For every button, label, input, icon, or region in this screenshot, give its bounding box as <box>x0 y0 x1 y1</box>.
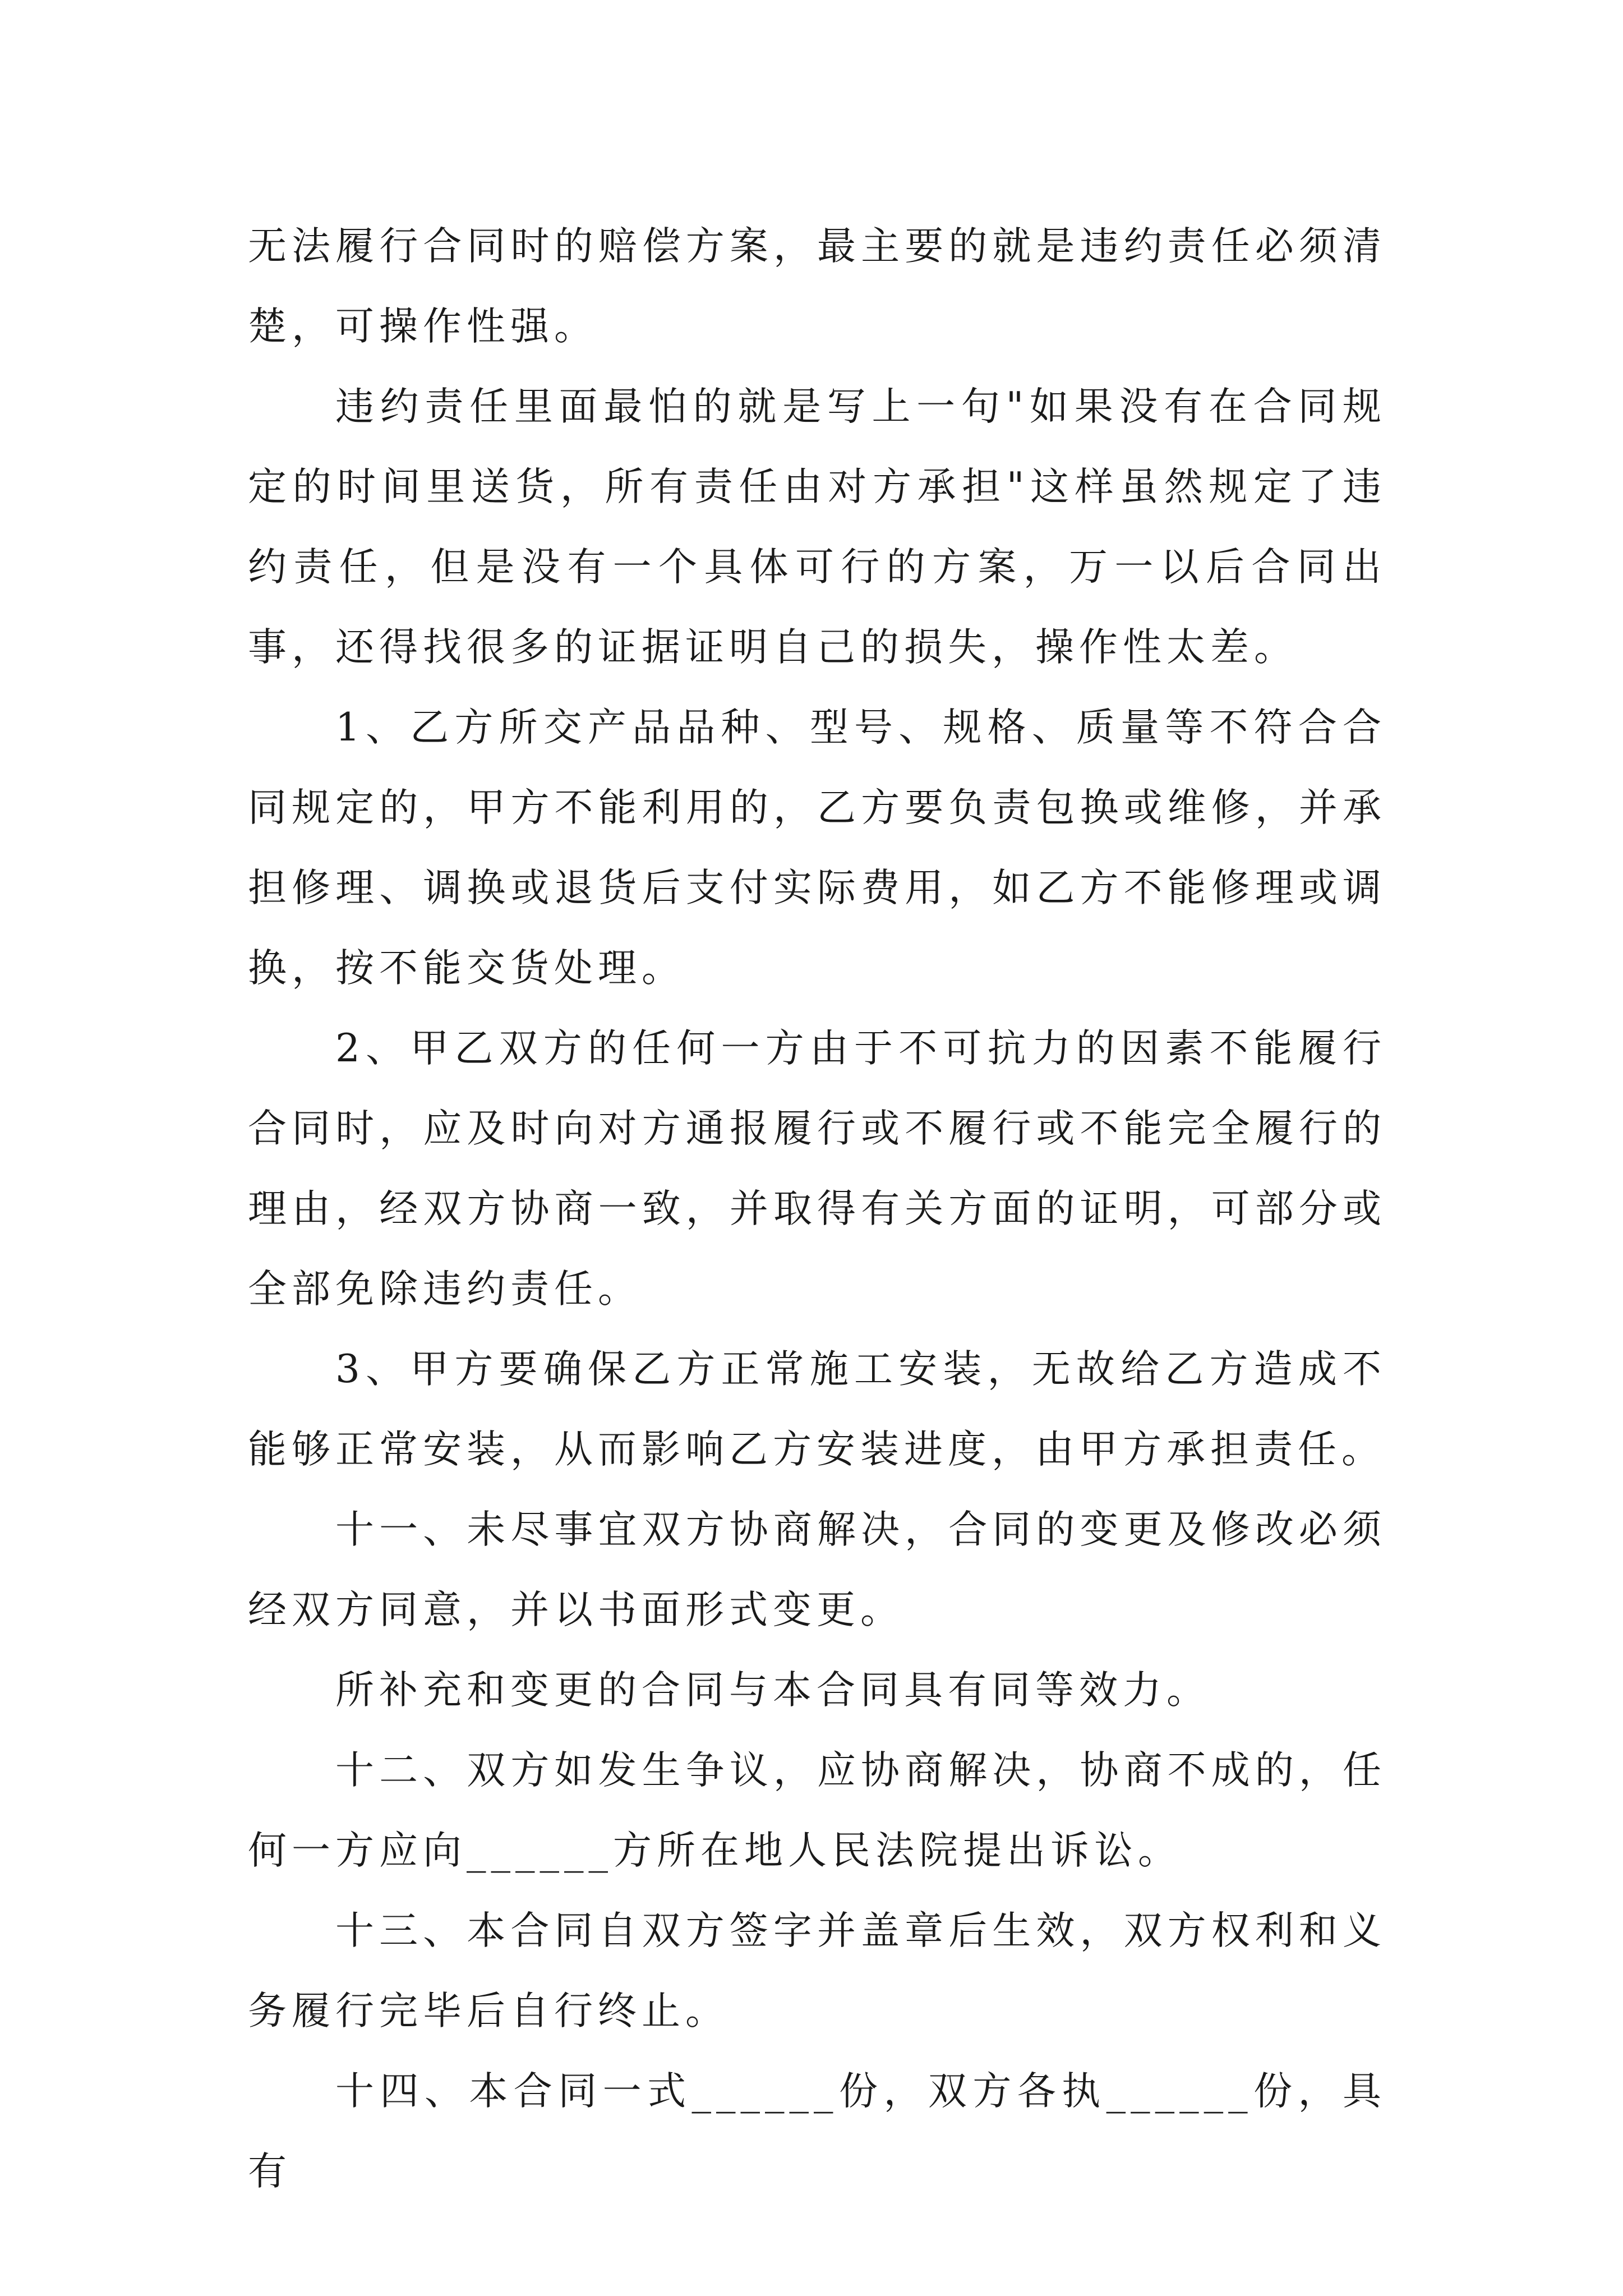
paragraph-1: 无法履行合同时的赔偿方案，最主要的就是违约责任必须清楚，可操作性强。 <box>248 224 1386 349</box>
paragraph-2: 违约责任里面最怕的就是写上一句"如果没有在合同规定的时间里送货，所有责任由对方承担"这样虽然规定了违约责任，但是没有一个具体可行的方案，万一以后合同出事，还得找很多的证据证明自己的损失，操作性太差。 <box>248 384 1386 670</box>
paragraph-6: 十一、未尽事宜双方协商解决，合同的变更及修改必须经双方同意，并以书面形式变更。 <box>248 1507 1386 1632</box>
paragraph-9: 十三、本合同自双方签字并盖章后生效，双方权利和义务履行完毕后自行终止。 <box>248 1908 1386 2033</box>
paragraph-4: 2、甲乙双方的任何一方由于不可抗力的因素不能履行合同时，应及时向对方通报履行或不履行或不能完全履行的理由，经双方协商一致，并取得有关方面的证明，可部分或全部免除违约责任。 <box>248 1026 1386 1312</box>
document-body <box>248 206 1386 2212</box>
paragraph-7: 所补充和变更的合同与本合同具有同等效力。 <box>335 1668 1210 1713</box>
paragraph-3: 1、乙方所交产品品种、型号、规格、质量等不符合合同规定的，甲方不能利用的，乙方要负责包换或维修，并承担修理、调换或退货后支付实际费用，如乙方不能修理或调换，按不能交货处理。 <box>248 705 1386 991</box>
paragraph-5: 3、甲方要确保乙方正常施工安装，无故给乙方造成不能够正常安装，从而影响乙方安装进度，由甲方承担责任。 <box>248 1347 1386 1472</box>
paragraph-8: 十二、双方如发生争议，应协商解决，协商不成的，任何一方应向______方所在地人民法院提出诉讼。 <box>248 1748 1386 1873</box>
paragraph-10: 十四、本合同一式______份，双方各执______份，具有 <box>248 2069 1386 2194</box>
